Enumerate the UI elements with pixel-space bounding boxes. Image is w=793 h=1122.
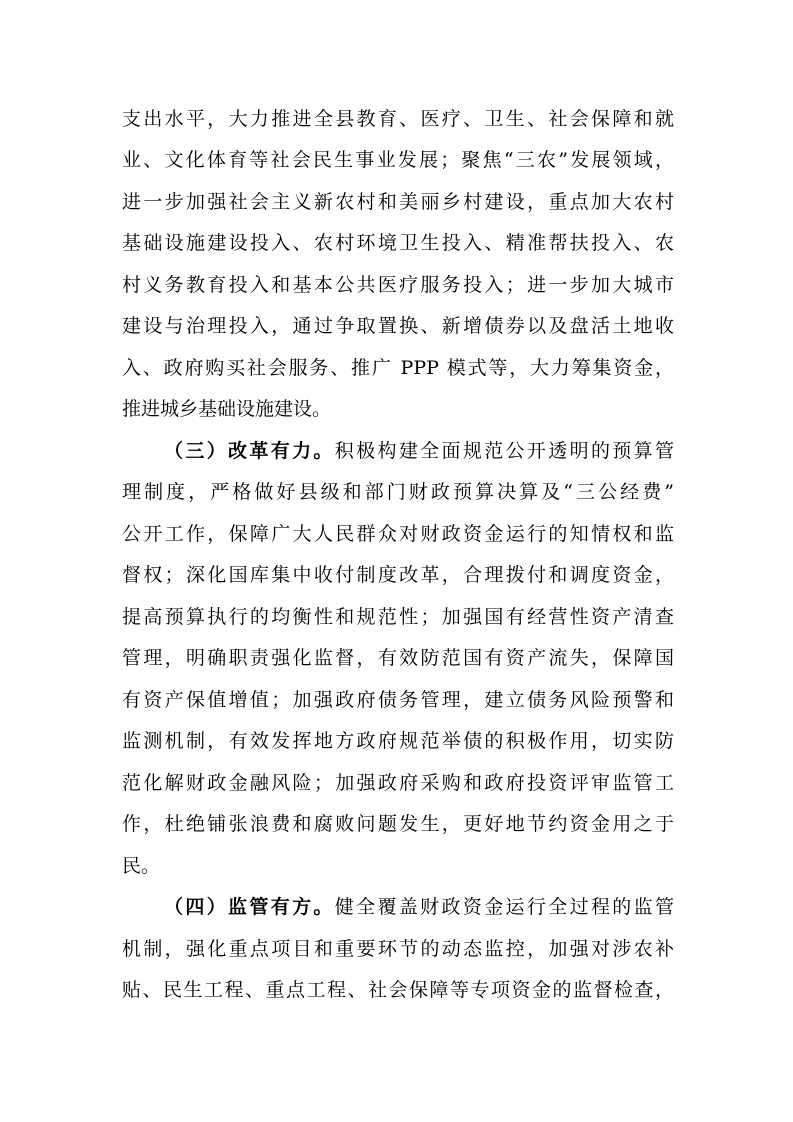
paragraph-2-line-1 xyxy=(164,431,674,471)
paragraph-1-line-3: 进一步加强社会主义新农村和美丽乡村建设，重点加大农村 xyxy=(122,191,674,213)
paragraph-2-line-5: 提高预算执行的均衡性和规范性；加强国有经营性资产清查 xyxy=(122,606,674,628)
paragraph-2-line-4: 督权；深化国库集中收付制度改革，合理拨付和调度资金， xyxy=(122,564,674,586)
section-heading-supervision: （四）监管有方。 xyxy=(164,896,335,918)
section-heading-reform: （三）改革有力。 xyxy=(164,440,335,462)
paragraph-3-line-1 xyxy=(164,887,674,927)
paragraph-2-line-7: 有资产保值增值；加强政府债务管理，建立债务风险预警和 xyxy=(122,689,674,711)
paragraph-1-line-5: 村义务教育投入和基本公共医疗服务投入；进一步加大城市 xyxy=(122,274,674,296)
paragraph-2-line-9: 范化解财政金融风险；加强政府采购和政府投资评审监管工 xyxy=(122,772,674,794)
paragraph-2-line-6: 管理，明确职责强化监督，有效防范国有资产流失，保障国 xyxy=(122,647,674,669)
paragraph-1-line-6: 建设与治理投入，通过争取置换、新增债券以及盘活土地收 xyxy=(122,315,674,337)
paragraph-3-line-2: 机制，强化重点项目和重要环节的动态监控，加强对涉农补 xyxy=(122,938,674,960)
paragraph-1-line-2: 业、文化体育等社会民生事业发展；聚焦“三农”发展领域， xyxy=(122,149,674,171)
paragraph-2-line-10: 作，杜绝铺张浪费和腐败问题发生，更好地节约资金用之于 xyxy=(122,813,674,835)
paragraph-3-line-1-text: 健全覆盖财政资金运行全过程的监管 xyxy=(334,896,674,918)
paragraph-1-line-4: 基础设施建设投入、农村环境卫生投入、精准帮扶投入、农 xyxy=(122,232,674,254)
paragraph-2-line-3: 公开工作，保障广大人民群众对财政资金运行的知情权和监 xyxy=(122,523,674,545)
paragraph-2-line-11: 民。 xyxy=(122,855,161,877)
paragraph-1-line-1: 支出水平，大力推进全县教育、医疗、卫生、社会保障和就 xyxy=(122,108,674,130)
paragraph-3-line-3: 贴、民生工程、重点工程、社会保障等专项资金的监督检查， xyxy=(122,979,674,1001)
paragraph-2-line-8: 监测机制，有效发挥地方政府规范举债的积极作用，切实防 xyxy=(122,730,674,752)
paragraph-2-line-1-text: 积极构建全面规范公开透明的预算管 xyxy=(334,440,674,462)
paragraph-2-line-2: 理制度，严格做好县级和部门财政预算决算及“三公经费” xyxy=(122,481,674,503)
paragraph-1-line-7: 入、政府购买社会服务、推广 PPP 模式等，大力筹集资金， xyxy=(122,357,674,379)
paragraph-1-line-8: 推进城乡基础设施建设。 xyxy=(122,398,332,420)
